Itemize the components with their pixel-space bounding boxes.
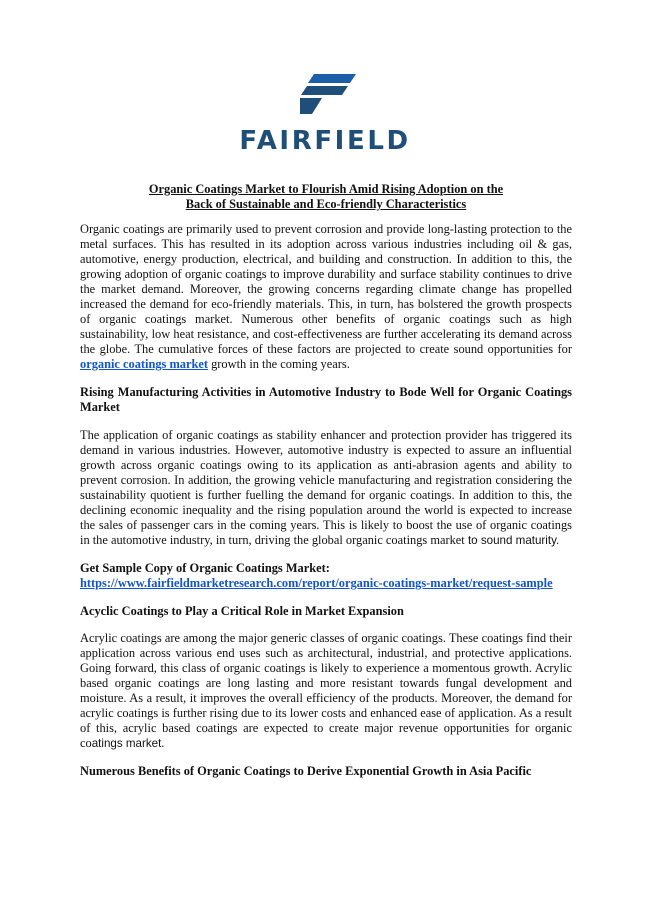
fairfield-logo bbox=[224, 74, 426, 160]
heading-automotive: Rising Manufacturing Activities in Automotive Industry to Bode Well for Organic Coatings Market bbox=[80, 385, 572, 414]
fairfield-wordmark: FAIRFIELD bbox=[239, 126, 411, 156]
sample-copy-link[interactable]: https://www.fairfieldmarketresearch.com/report/organic-coatings-market/request-sample bbox=[80, 576, 553, 590]
organic-coatings-market-link[interactable]: organic coatings market bbox=[80, 357, 209, 371]
paragraph-automotive-tail: to sound maturity. bbox=[464, 534, 560, 547]
fairfield-logo-mark-icon bbox=[300, 74, 356, 114]
paragraph-automotive bbox=[80, 428, 572, 548]
heading-acrylic: Acyclic Coatings to Play a Critical Role in Market Expansion bbox=[80, 604, 404, 618]
paragraph-intro-end: growth in the coming years. bbox=[208, 357, 350, 371]
article-title-line-1: Organic Coatings Market to Flourish Amid Rising Adoption on the bbox=[148, 182, 504, 196]
paragraph-acrylic-text: Acrylic coatings are among the major generic classes of organic coatings. These coatings find their application across various end uses such as architectural, industrial, and protective applications. Going forward, this class of organic coatings is likely to experience a momentous growth. Acrylic based organic coatings are long lasting and more resistant towards fungal development and moisture. As a result, it improves the overall efficiency of the products. Moreover, the demand for acrylic coatings is further rising due to its lower costs and enhanced ease of application. As a result of this, acrylic based coatings are expected to create major revenue opportunities for organic co bbox=[80, 631, 572, 750]
article-body bbox=[80, 182, 572, 779]
article-title bbox=[80, 182, 572, 212]
sample-copy-block bbox=[80, 561, 572, 591]
sample-copy-label: Get Sample Copy of Organic Coatings Market: bbox=[80, 561, 330, 575]
heading-asia-pacific: Numerous Benefits of Organic Coatings to Derive Exponential Growth in Asia Pacific bbox=[80, 764, 532, 778]
paragraph-acrylic bbox=[80, 631, 572, 751]
paragraph-intro-text: Organic coatings are primarily used to prevent corrosion and provide long-lasting protection to the metal surfaces. This has resulted in its adoption across various industries including oil & gas, automotive, energy production, electrical, and building and construction. In addition to this, the growing adoption of organic coatings to improve durability and surface stability continues to drive the market demand. Moreover, the growing concerns regarding climate change has propelled increased the demand for eco-friendly materials. This, in turn, has bolstered the growth prospects of organic coatings market. Numerous other benefits of organic coatings such as high sustainability, low heat resistance, and cost-effectiveness are further accelerating its demand across the globe. The cumulative forces of these factors are projected to create sound opportunities for bbox=[80, 222, 572, 356]
article-title-line-2: Back of Sustainable and Eco-friendly Characteristics bbox=[185, 197, 467, 211]
paragraph-intro bbox=[80, 222, 572, 372]
paragraph-acrylic-tail: atings market bbox=[91, 737, 162, 750]
paragraph-automotive-text: The application of organic coatings as stability enhancer and protection provider has triggered its demand in various industries. However, automotive industry is expected to assure an influential growth across organic coatings owing to its application as anti-abrasion agents and ability to prevent corrosion. In addition, the growing vehicle manufacturing and registration considering the sustainability quotient is further fuelling the demand for organic coatings. In addition to this, the declining economic inequality and the rising population around the world is expected to increase the sales of passenger cars in the coming years. This is likely to boost the use of organic coatings in the automotive industry, in turn, driving the global organic coatings market bbox=[80, 428, 572, 547]
paragraph-acrylic-end: . bbox=[161, 736, 165, 750]
